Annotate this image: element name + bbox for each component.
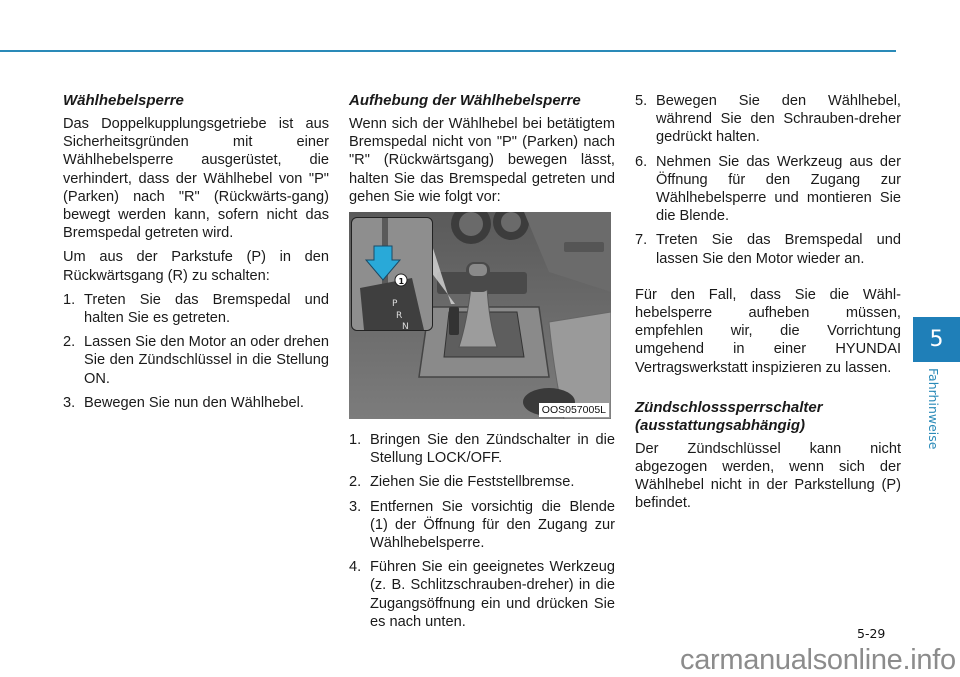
chapter-number: 5 [929,327,944,352]
section-heading: Zündschlosssperrschalter (ausstattungsabhängig) [635,398,823,434]
paragraph: Der Zündschlüssel kann nicht abgezogen werden, wenn sich der Wählhebel nicht in der Parkstellung (P) befindet. [635,440,901,512]
chapter-tab[interactable] [913,317,960,362]
detail-inset [351,217,433,331]
paragraph: Das Doppelkupplungsgetriebe ist aus Sicherheitsgründen mit einer Wählhebelsperre ausgerüstet, die verhindert, dass der Wählhebel von "P" (Parken) nach "R" (Rückwärts-gang) bewegt werden kann, sofern nicht das Bremspedal getreten wird. [63,116,329,242]
svg-text:1: 1 [398,277,405,287]
step-number: 3. [349,498,362,515]
steps-list [349,431,615,631]
list-item [63,394,329,412]
step-text: Nehmen Sie das Werkzeug aus der Öffnung für den Zugang zur Wählhebelsperre und montieren Sie die Blende. [656,153,901,225]
svg-text:P: P [392,299,398,310]
steps-list [63,291,329,412]
svg-text:R: R [396,311,403,322]
step-text: Führen Sie ein geeignetes Werkzeug (z. B. Schlitzschrauben-dreher) in die Zugangsöffnung ein und drücken Sie es nach unten. [370,559,615,630]
column-2 [349,92,615,637]
step-number: 2. [349,474,362,491]
steps-list [635,92,901,268]
step-number: 1. [63,291,76,308]
list-item [349,558,615,631]
watermark: carmanualsonline.info [680,644,956,676]
section-heading: Aufhebung der Wählhebelsperre [349,92,581,109]
list-item [349,431,615,467]
step-text: Bewegen Sie nun den Wählhebel. [84,394,304,411]
step-text: Bringen Sie den Zündschalter in die Stellung LOCK/OFF. [370,432,615,467]
header-rule [0,50,896,52]
figure-caption: OOS057005L [539,403,609,417]
list-item [63,291,329,327]
list-item [349,473,615,491]
step-number: 5. [635,93,648,109]
step-number: 3. [63,394,76,411]
step-number: 6. [635,153,648,170]
list-item [635,231,901,267]
list-item [635,92,901,147]
step-text: Lassen Sie den Motor an oder drehen Sie den Zündschlüssel in die Stellung ON. [84,334,330,387]
step-number: 7. [635,232,648,249]
note-paragraph: Für den Fall, dass Sie die Wähl-hebelsperre aufheben müssen, empfehlen wir, die Vorrichtung umgehend in einer HYUNDAI Vertragswerkstatt inspizieren zu lassen. [635,286,901,376]
step-text: Treten Sie das Bremspedal und halten Sie es getreten. [84,291,329,327]
paragraph: Wenn sich der Wählhebel bei betätigtem Bremspedal nicht von "P" (Parken) nach "R" (Rückwärtsgang) bewegen lässt, halten Sie das Bremspedal getreten und gehen Sie wie folgt vor: [349,116,615,205]
page-number: 5-29 [857,626,886,641]
step-text: Ziehen Sie die Feststellbremse. [370,474,575,491]
chapter-label: Fahrhinweise [926,368,941,450]
inset-drawing [352,218,432,330]
step-text: Treten Sie das Bremspedal und lassen Sie den Motor wieder an. [656,232,901,267]
list-item [635,153,901,226]
list-item [63,333,329,388]
svg-text:N: N [402,322,409,331]
step-number: 4. [349,559,362,576]
step-number: 2. [63,334,76,351]
list-item [349,498,615,553]
step-text: Entfernen Sie vorsichtig die Blende (1) der Öffnung für den Zugang zur Wählhebelsperre. [370,498,615,552]
step-number: 1. [349,432,362,449]
gear-shift-illustration [349,212,611,419]
step-text: Bewegen Sie den Wählhebel, während Sie den Schrauben-dreher gedrückt halten. [656,93,901,146]
section-heading: Wählhebelsperre [63,92,184,109]
column-3 [635,92,901,519]
column-1 [63,92,329,418]
paragraph: Um aus der Parkstufe (P) in den Rückwärtsgang (R) zu schalten: [63,249,329,284]
